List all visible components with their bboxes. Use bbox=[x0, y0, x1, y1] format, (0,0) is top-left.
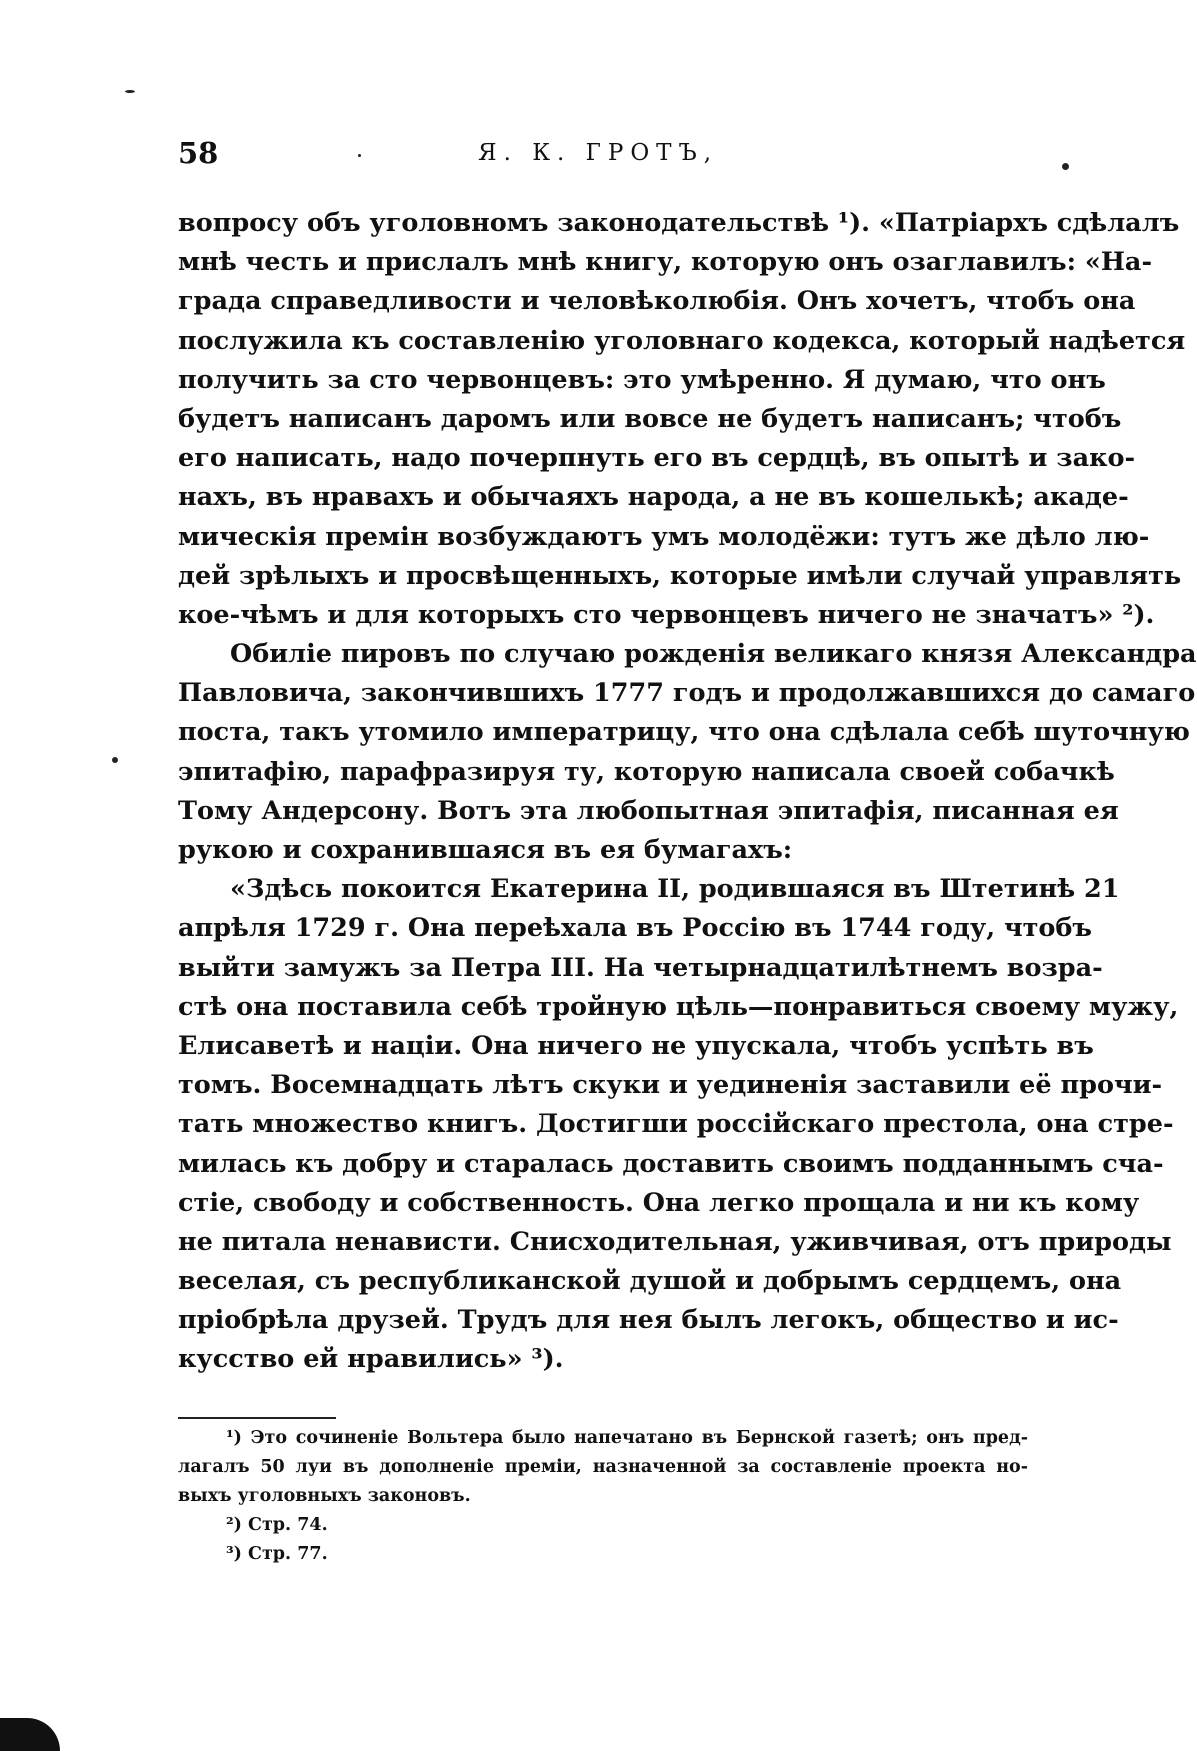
text-line: его написать, надо почерпнуть его въ сердцѣ, въ опытѣ и зако- bbox=[178, 443, 1136, 474]
text-line: мнѣ честь и прислалъ мнѣ книгу, которую онъ озаглавилъ: «На- bbox=[178, 247, 1153, 278]
footnote-line: ³) Стр. 77. bbox=[226, 1544, 328, 1564]
footnote-line: ¹) Это сочиненіе Вольтера было напечатано въ Бернской газетѣ; онъ пред- bbox=[226, 1428, 1028, 1448]
text-line: Елисаветѣ и націи. Она ничего не упускала, чтобъ успѣть въ bbox=[178, 1030, 1094, 1061]
footnote-divider bbox=[178, 1417, 336, 1419]
text-line: апрѣля 1729 г. Она переѣхала въ Россію въ 1744 году, чтобъ bbox=[178, 913, 1092, 944]
text-line: дей зрѣлыхъ и просвѣщенныхъ, которые имѣли случай управлять bbox=[178, 560, 1182, 591]
page-number: 58 bbox=[178, 136, 219, 170]
footnote-line: лагалъ 50 луи въ дополненіе преміи, назначенной за составленіе проекта но- bbox=[178, 1457, 1028, 1477]
text-line: томъ. Восемнадцать лѣтъ скуки и уединенія заставили её прочи- bbox=[178, 1070, 1163, 1101]
footnote-line: выхъ уголовныхъ законовъ. bbox=[178, 1486, 471, 1506]
text-line: пріобрѣла друзей. Трудъ для нея былъ легокъ, общество и ис- bbox=[178, 1305, 1119, 1336]
text-line: выйти замужъ за Петра III. На четырнадцатилѣтнемъ возра- bbox=[178, 952, 1103, 983]
text-line: стѣ она поставила себѣ тройную цѣль—понравиться своему мужу, bbox=[178, 991, 1179, 1022]
footnotes bbox=[178, 1424, 1028, 1569]
scan-speck bbox=[125, 90, 135, 93]
main-text bbox=[178, 204, 1197, 1380]
text-line: града справедливости и человѣколюбія. Онъ хочетъ, чтобъ она bbox=[178, 286, 1136, 317]
text-line: кусство ей нравились» ³). bbox=[178, 1344, 564, 1375]
scan-speck bbox=[112, 757, 118, 763]
text-line: веселая, съ республиканской душой и добрымъ сердцемъ, она bbox=[178, 1266, 1122, 1297]
text-line: Павловича, закончившихъ 1777 годъ и продолжавшихся до самаго bbox=[178, 678, 1196, 709]
text-line: нахъ, въ нравахъ и обычаяхъ народа, а не въ кошелькѣ; акаде- bbox=[178, 482, 1129, 513]
scan-speck bbox=[1062, 163, 1069, 170]
scan-edge-shadow bbox=[0, 1718, 60, 1751]
footnote-line: ²) Стр. 74. bbox=[226, 1515, 328, 1535]
scan-speck bbox=[358, 154, 361, 157]
text-line: рукою и сохранившаяся въ ея бумагахъ: bbox=[178, 835, 793, 865]
text-line: послужила къ составленію уголовнаго кодекса, который надѣется bbox=[178, 325, 1186, 356]
text-line: поста, такъ утомило императрицу, что она сдѣлала себѣ шуточную bbox=[178, 717, 1190, 748]
text-line: кое-чѣмъ и для которыхъ сто червонцевъ ничего не значатъ» ²). bbox=[178, 599, 1155, 630]
text-line: будетъ написанъ даромъ или вовсе не будетъ написанъ; чтобъ bbox=[178, 403, 1122, 434]
text-line: «Здѣсь покоится Екатерина II, родившаяся въ Штетинѣ 21 bbox=[230, 874, 1120, 905]
text-line: милась къ добру и старалась доставить своимъ подданнымъ сча- bbox=[178, 1148, 1164, 1179]
text-line: эпитафію, парафразируя ту, которую написала своей собачкѣ bbox=[178, 756, 1115, 787]
page-header bbox=[178, 136, 1032, 176]
text-line: вопросу объ уголовномъ законодательствѣ ¹). «Патріархъ сдѣлалъ bbox=[178, 208, 1180, 238]
text-line: получить за сто червонцевъ: это умѣренно. Я думаю, что онъ bbox=[178, 364, 1106, 395]
text-line: стіе, свободу и собственность. Она легко прощала и ни къ кому bbox=[178, 1187, 1140, 1218]
text-line: не питала ненависти. Снисходительная, уживчивая, отъ природы bbox=[178, 1226, 1172, 1257]
text-line: тать множество книгъ. Достигши россійскаго престола, она стре- bbox=[178, 1109, 1174, 1140]
text-line: Обиліе пировъ по случаю рожденія великаго князя Александра bbox=[230, 639, 1197, 670]
text-line: Тому Андерсону. Вотъ эта любопытная эпитафія, писанная ея bbox=[178, 795, 1119, 826]
running-head: Я. К. ГРОТЪ, bbox=[478, 140, 719, 166]
text-line: мическія премін возбуждаютъ умъ молодёжи: тутъ же дѣло лю- bbox=[178, 521, 1150, 552]
